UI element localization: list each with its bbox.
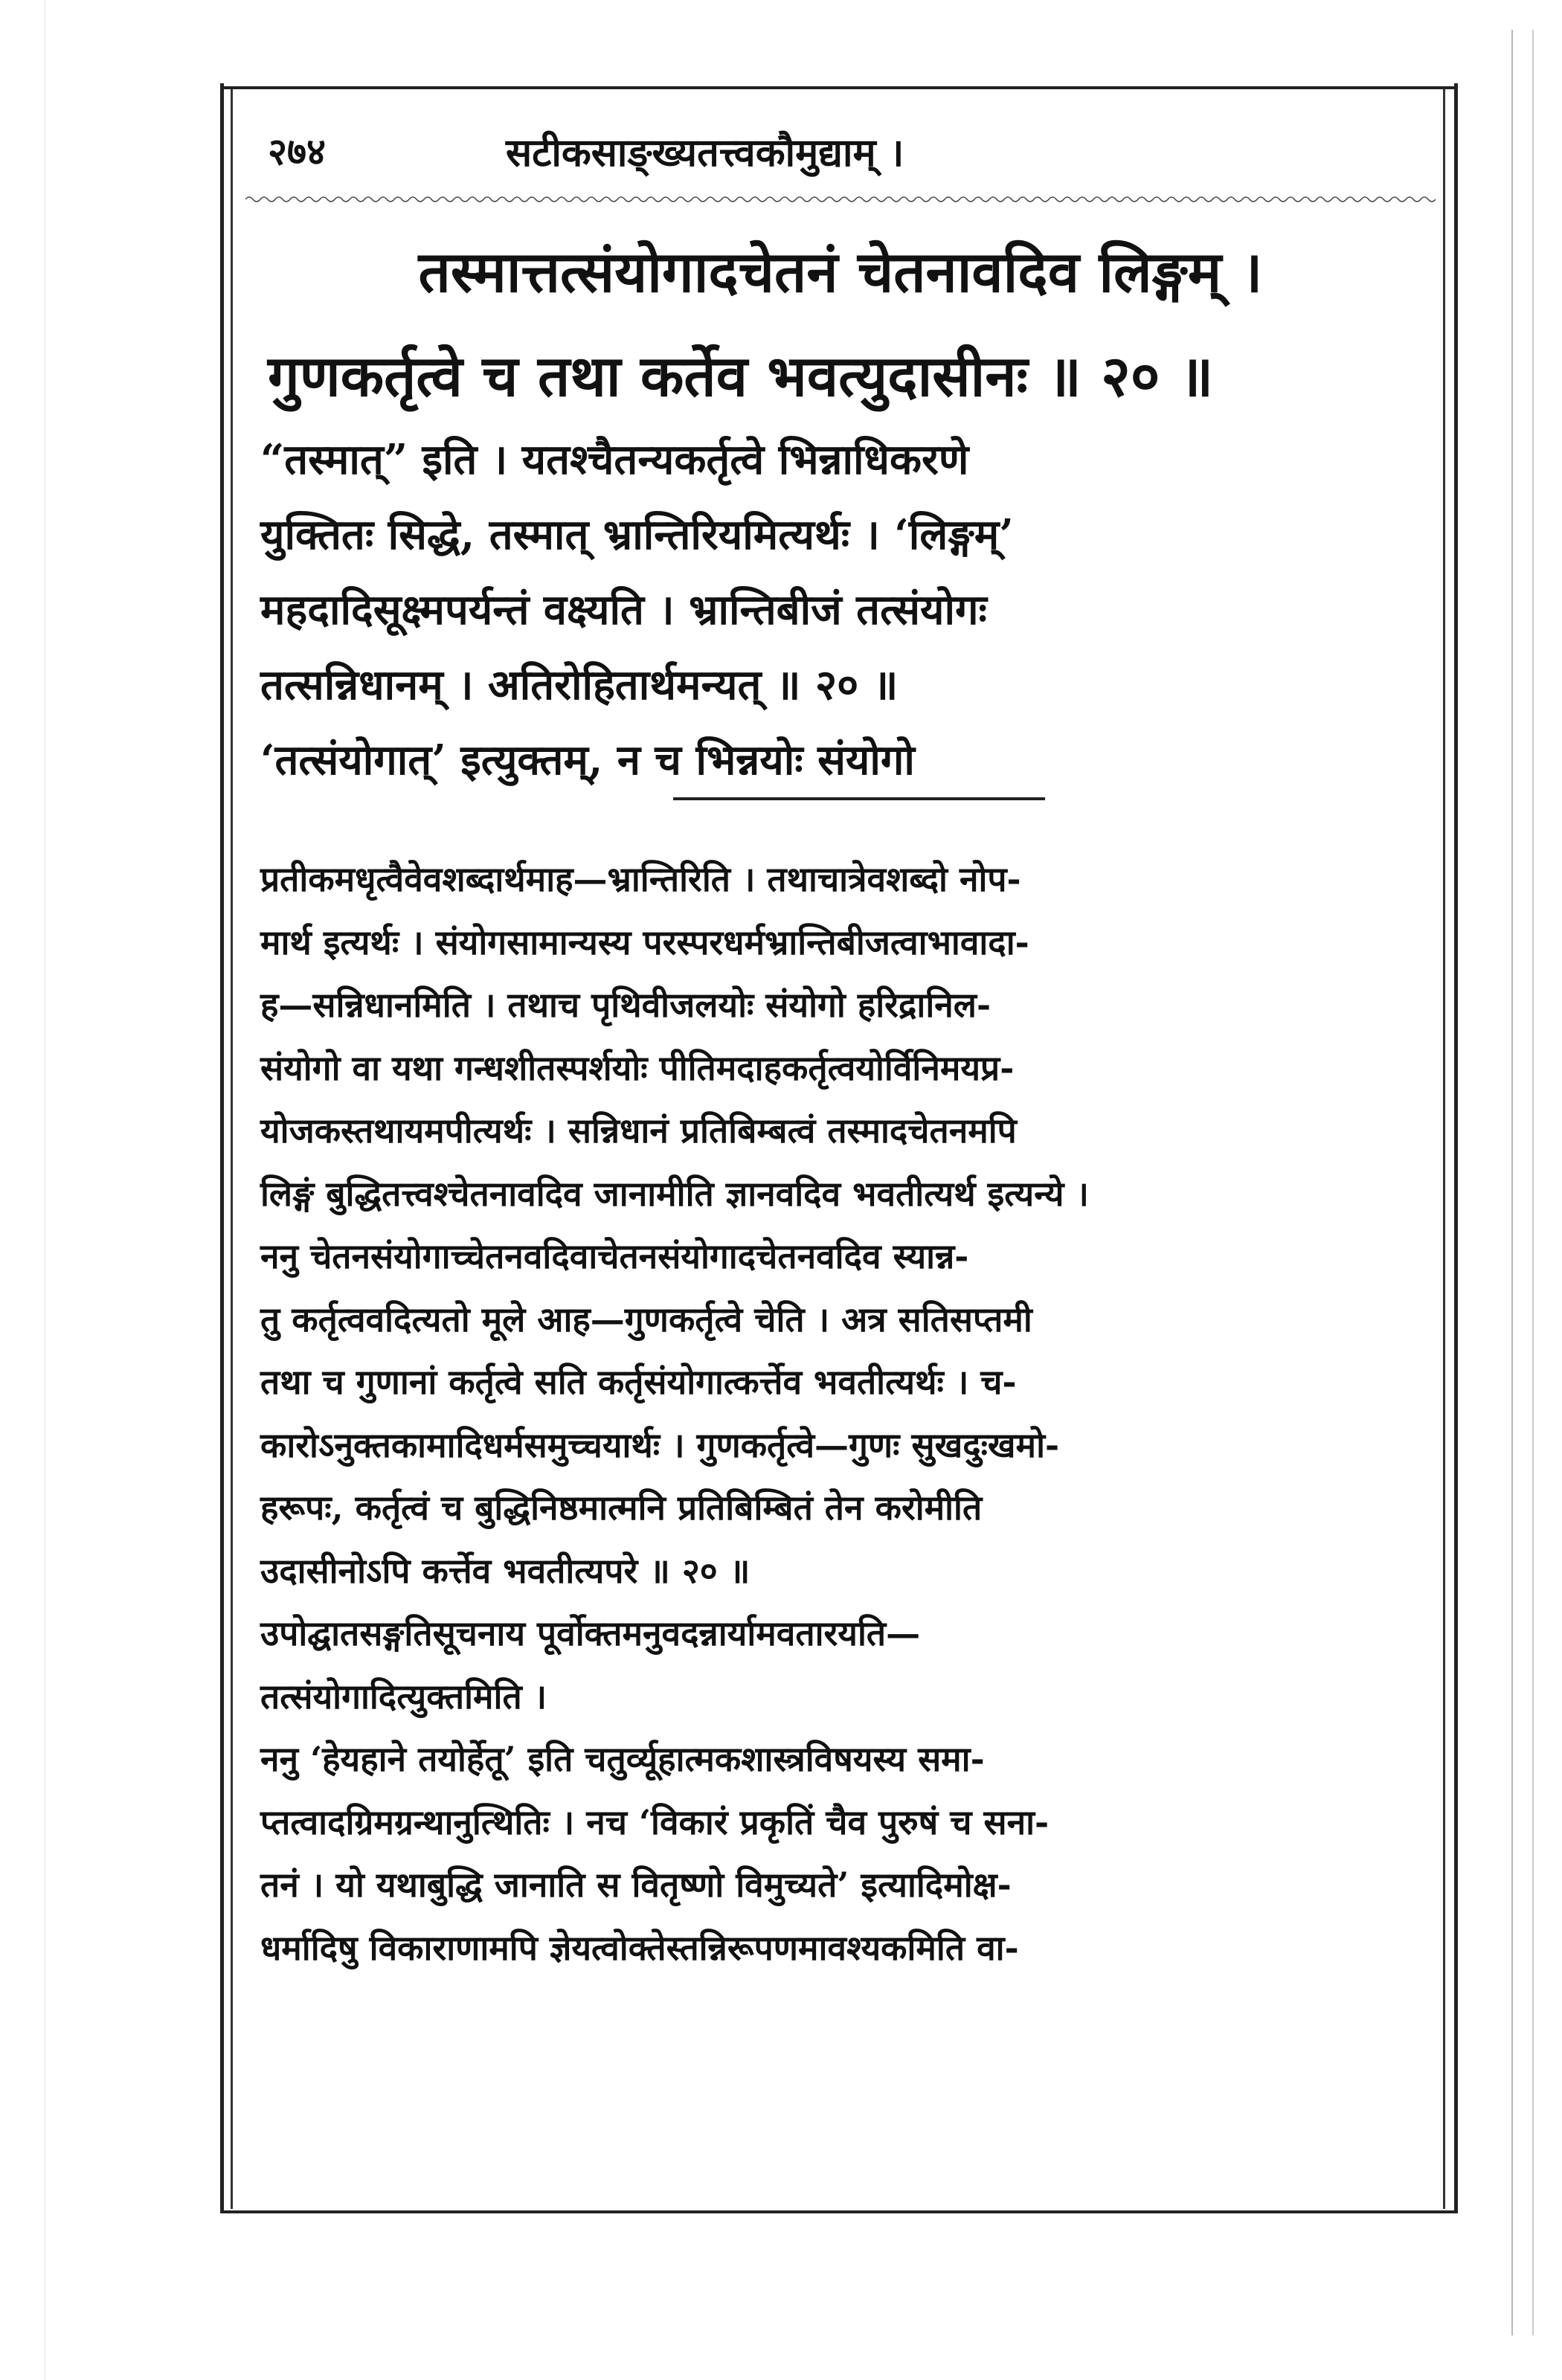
- commentary-text: “तस्मात्” इति । यतश्चैतन्यकर्तृत्वे भिन्नाधिकरणे युक्तितः सिद्धे, तस्मात् भ्रान्तिरियमित्यर्थः । ‘लिङ्गम्’ महदादिसूक्ष्मपर्यन्तं वक्ष्यति । भ्रान्तिबीजं तत्संयोगः तत्सन्निधानम् । अतिरोहितार्थमन्यत् ॥ २० ॥ ‘तत्संयोगात्’ इत्युक्तम्, न च भिन्नयोः संयोगो: [260, 435, 1014, 785]
- wavy-separator: [245, 195, 1436, 204]
- footnote-separator: [673, 797, 1045, 800]
- karika-line-1: तस्मात्तत्संयोगादचेतनं चेतनावदिव लिङ्गम् ।: [418, 239, 1263, 305]
- running-title: सटीकसाङ्ख्यतत्त्वकौमुद्याम् ।: [506, 130, 904, 176]
- scan-page-edge: [1511, 30, 1513, 2335]
- sub-commentary-text: प्रतीकमधृत्वैवेवशब्दार्थमाह—भ्रान्तिरिति । तथाचात्रेवशब्दो नोप- मार्थ इत्यर्थः । संयोगसामान्यस्य परस्परधर्मभ्रान्तिबीजत्वाभावादा- ह—सन्निधानमिति । तथाच पृथिवीजलयोः संयोगो हरिद्रानिल- संयोगो वा यथा गन्धशीतस्पर्शयोः पीतिमदाहकर्तृत्वयोर्विनिमयप्र- योजकस्तथायमपीत्यर्थः । सन्निधानं प्रतिबिम्बत्वं तस्मादचेतनमपि लिङ्गं बुद्धितत्त्वश्चेतनावदिव जानामीति ज्ञानवदिव भवतीत्यर्थ इत्यन्ये । ननु चेतनसंयोगाच्चेतनवदिवाचेतनसंयोगादचेतनवदिव स्यान्न- तु कर्तृत्ववदित्यतो मूले आह—गुणकर्तृत्वे चेति । अत्र सतिसप्तमी तथा च गुणानां कर्तृत्वे सति कर्तृसंयोगात्कर्त्तेव भवतीत्यर्थः । च- कारोऽनुक्तकामादिधर्मसमुच्चयार्थः । गुणकर्तृत्वे—गुणः सुखदुःखमो- हरूपः, कर्तृत्वं च बुद्धिनिष्ठमात्मनि प्रतिबिम्बितं तेन करोमीति उदासीनोऽपि कर्त्तेव भवतीत्यपरे ॥ २० ॥ उपोद्घातसङ्गतिसूचनाय पूर्वोक्तमनुवदन्नार्यामवतारयति— तत्संयोगादित्युक्तमिति । ननु ‘हेयहाने तयोर्हेतू’ इति चतुर्व्यूहात्मकशास्त्रविषयस्य समा- प्तत्वादग्रिमग्रन्थानुत्थितिः । नच ‘विकारं प्रकृतिं चैव पुरुषं च सना- तनं । यो यथाबुद्धि जानाति स वितृष्णो विमुच्यते’ इत्यादिमोक्ष- धर्मादिषु विकाराणामपि ज्ञेयत्वोक्तेस्तन्निरूपणमावश्यकमिति वा-: [260, 859, 1089, 1968]
- page-number: २७४: [268, 129, 326, 173]
- scan-page-edge-outer: [1532, 30, 1534, 2335]
- karika-line-2: गुणकर्तृत्वे च तथा कर्तेव भवत्युदासीनः ॥ २० ॥: [268, 343, 1214, 409]
- running-head: [253, 125, 1428, 177]
- left-border-rule: [231, 89, 233, 2209]
